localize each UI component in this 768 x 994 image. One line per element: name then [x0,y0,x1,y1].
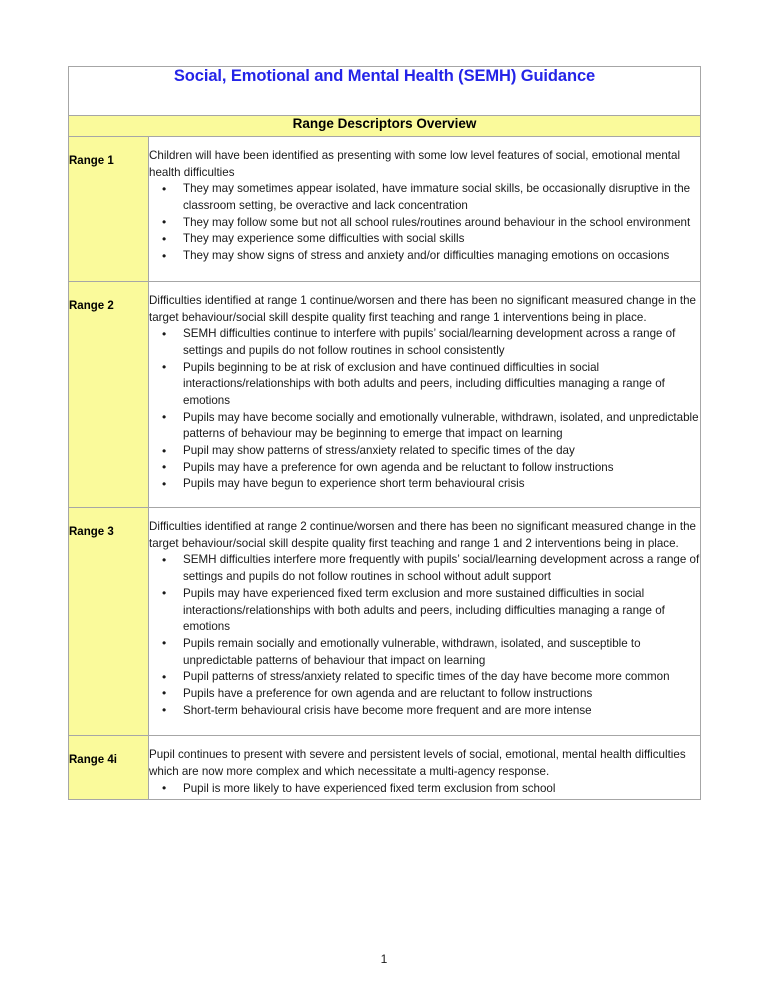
range-label-cell-3 [69,508,149,736]
page-number: 1 [380,952,388,966]
range-bullet-list-4 [149,781,700,798]
range-body-cell-1 [149,137,701,282]
range-bullet-list-2 [149,326,700,493]
range-descriptors-table [68,66,701,800]
list-item: • Pupils may have a preference for own agenda and be reluctant to follow instructions [149,460,700,477]
table-row [69,736,701,800]
range-label-cell-1 [69,137,149,282]
range-label-4: Range 4i [69,754,117,767]
list-item: • Short-term behavioural crisis have become more frequent and are more intense [149,703,700,720]
list-item: • Pupils may have become socially and emotionally vulnerable, withdrawn, isolated, and unpredictable patterns of behaviour may be beginning to emerge that impact on learning [149,410,700,443]
list-item: • SEMH difficulties interfere more frequently with pupils’ social/learning development across a range of settings and pupils do not follow routines in school without adult support [149,552,700,585]
list-item: • They may sometimes appear isolated, have immature social skills, be occasionally disruptive in the classroom setting, be overactive and lack concentration [149,181,700,214]
range-intro-4: Pupil continues to present with severe and persistent levels of social, emotional, mental health difficulties which are now more complex and which necessitate a multi-agency response. [149,748,686,778]
range-label-2: Range 2 [69,299,114,312]
list-item: • They may experience some difficulties with social skills [149,231,700,248]
table-row [69,508,701,736]
range-bullet-list-1 [149,181,700,264]
range-label-3: Range 3 [69,526,114,539]
list-item: • Pupils remain socially and emotionally vulnerable, withdrawn, isolated, and susceptible to unpredictable patterns of behaviour that impact on learning [149,636,700,669]
list-item: • They may follow some but not all school rules/routines around behaviour in the school environment [149,215,700,232]
title-row [69,67,701,116]
range-intro-2: Difficulties identified at range 1 continue/worsen and there has been no significant measured change in the target behaviour/social skill despite quality first teaching and range 1 interventions being in place. [149,293,696,324]
overview-header-label: Range Descriptors Overview [292,116,477,131]
range-body-cell-3 [149,508,701,736]
list-item: • Pupils beginning to be at risk of exclusion and have continued difficulties in social interactions/relationships with both adults and peers, including difficulties managing a range of emotions [149,360,700,410]
table-row [69,281,701,507]
range-intro-3: Difficulties identified at range 2 continue/worsen and there has been no significant measured change in the target behaviour/social skill despite quality first teaching and range 1 and 2 interventions being in place. [149,520,696,550]
list-item: • SEMH difficulties continue to interfere with pupils’ social/learning development across a range of settings and pupils do not follow routines in school consistently [149,326,700,359]
range-body-cell-2 [149,281,701,507]
overview-header-cell [69,116,701,137]
range-label-cell-4 [69,736,149,800]
range-label-1: Range 1 [69,155,114,167]
range-bullet-list-3 [149,552,700,719]
table-row [69,137,701,282]
list-item: • Pupil may show patterns of stress/anxiety related to specific times of the day [149,443,700,460]
range-body-cell-4 [149,736,701,800]
overview-header-row [69,116,701,137]
list-item: • Pupils may have begun to experience short term behavioural crisis [149,476,700,493]
list-item: • Pupils have a preference for own agenda and are reluctant to follow instructions [149,686,700,703]
list-item: • Pupil is more likely to have experienced fixed term exclusion from school [149,781,700,798]
range-label-cell-2 [69,281,149,507]
list-item: • Pupils may have experienced fixed term exclusion and more sustained difficulties in social interactions/relationships with both adults and peers, including difficulties managing a range of emotions [149,586,700,636]
list-item: • They may show signs of stress and anxiety and/or difficulties managing emotions on occasions [149,248,700,265]
range-intro-1: Children will have been identified as presenting with some low level features of social, emotional mental health difficulties [149,149,681,179]
page-title: Social, Emotional and Mental Health (SEMH) Guidance [173,67,596,85]
list-item: • Pupil patterns of stress/anxiety related to specific times of the day have become more common [149,669,700,686]
document-title-cell [69,67,701,116]
